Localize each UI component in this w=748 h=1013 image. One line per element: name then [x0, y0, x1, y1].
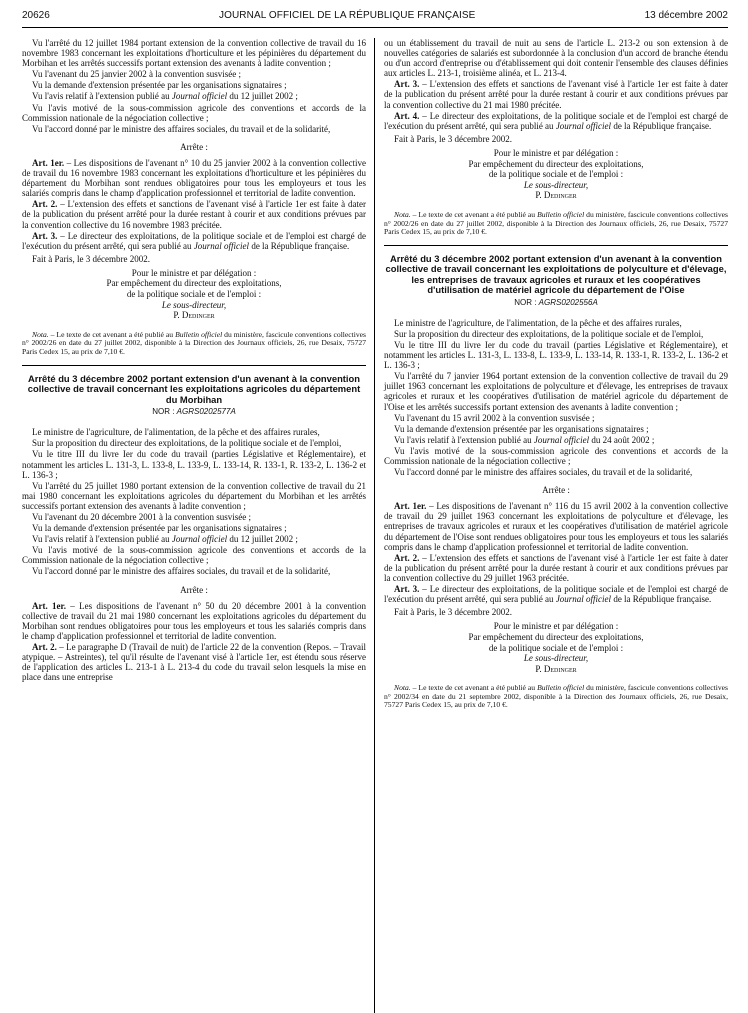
decree-heading: Arrêté du 3 décembre 2002 portant extension d'un avenant à la convention collective de travail concernant les exploitations agricoles du département du Morbihan — [22, 365, 366, 406]
text-run: Vu l'avis relatif à l'extension publié au — [32, 534, 172, 545]
visa-paragraph: Vu le titre III du livre Ier du code du travail (parties Législative et Réglementaire), et notamment les articles L. 131-3, L. 133-8, L. 133-9, L. 133-14, R. 133-1, R. 133-2, L. 136-2 et L. 136-3 ; — [22, 449, 366, 480]
signatory-name: P. Dedinger — [535, 663, 577, 674]
article-label: Art. 1er. — [32, 600, 66, 611]
visa-paragraph: Sur la proposition du directeur des exploitations, de la politique sociale et de l'emploi, — [394, 328, 704, 339]
nor-label: NOR : — [514, 297, 539, 307]
bulletin-ref: Bulletin officiel — [537, 209, 585, 219]
article-paragraph — [22, 158, 366, 198]
arrete-label: Arrête : — [180, 584, 208, 595]
visa-paragraph: Vu l'accord donné par le ministre des affaires sociales, du travail et de la solidarité, — [32, 566, 331, 577]
signature-line: Pour le ministre et par délégation : — [493, 147, 619, 158]
nota-paragraph — [384, 684, 728, 710]
journal-title: JOURNAL OFFICIEL DE LA RÉPUBLIQUE FRANÇAISE — [219, 10, 476, 21]
visa-paragraph: Vu l'avis motivé de la sous-commission agricole des conventions et accords de la Commission nationale de la négociation collective ; — [384, 445, 728, 466]
visa-paragraph — [384, 435, 728, 445]
visa-paragraph: Sur la proposition du directeur des exploitations, de la politique sociale et de l'emploi, — [32, 438, 342, 449]
issue-date: 13 décembre 2002 — [644, 10, 728, 21]
column-divider — [374, 38, 375, 1013]
signatory-role: Le sous-directeur, — [161, 299, 227, 310]
visa-paragraph: Vu la demande d'extension présentée par les organisations signataires ; — [394, 423, 649, 434]
article-paragraph — [384, 111, 728, 131]
bulletin-ref: Bulletin officiel — [175, 329, 223, 339]
text-run: du 24 août 2002 ; — [589, 434, 655, 445]
signature-line: Par empêchement du directeur des exploitations, — [468, 631, 644, 642]
visa-paragraph: Vu l'accord donné par le ministre des affaires sociales, du travail et de la solidarité, — [394, 467, 693, 478]
signature-block — [22, 268, 366, 321]
signature-line: Pour le ministre et par délégation : — [493, 621, 619, 632]
signatory-role: Le sous-directeur, — [523, 653, 589, 664]
left-column — [22, 38, 366, 718]
nota-paragraph — [384, 211, 728, 237]
signature-line: Par empêchement du directeur des exploitations, — [468, 158, 644, 169]
journal-ref: Journal officiel — [171, 91, 228, 102]
article-paragraph — [384, 79, 728, 109]
visa-paragraph — [22, 91, 366, 101]
nor-label: NOR : — [152, 407, 177, 417]
journal-ref: Journal officiel — [171, 534, 228, 545]
visa-paragraph: Vu l'avenant du 20 décembre 2001 à la convention susvisée ; — [32, 511, 252, 522]
article-label: Art. 4. — [394, 110, 420, 121]
article-text: – Les dispositions de l'avenant n° 50 du 20 décembre 2001 à la convention collective de travail du 21 mai 1980 concernant les exploitations agricoles du département du Morbihan sont rendues obligatoires pour tous les employeurs et tous les salariés compris dans le champ d'application professionnel et territorial de ladite convention. — [22, 600, 366, 641]
signatory-name: P. Dedinger — [535, 190, 577, 201]
article-text: de la République française. — [611, 120, 712, 131]
article-label: Art. 3. — [394, 584, 420, 595]
article-paragraph — [22, 642, 366, 682]
article-paragraph — [22, 231, 366, 251]
visa-paragraph: Vu l'avis motivé de la sous-commission agricole des conventions et accords de la Commission nationale de la négociation collective ; — [22, 102, 366, 123]
article-label: Art. 2. — [32, 199, 58, 210]
nota-text: – Le texte de cet avenant a été publié au — [410, 683, 538, 693]
nota-text: du ministère, fascicule conventions collectives n° 2002/34 en date du 21 septembre 2002, disponible à la Direction des Journaux officiels, 26, rue Desaix, 75727 Paris Cedex 15, au prix de 7,10 €. — [384, 683, 729, 710]
article-label: Art. 1er. — [32, 157, 65, 168]
columns — [22, 38, 728, 718]
nor-reference — [384, 298, 728, 308]
page-number: 20626 — [22, 10, 50, 21]
article-text: – Le directeur des exploitations, de la politique sociale et de l'emploi est chargé de l'exécution du présent arrêté, qui sera publié au — [384, 110, 728, 131]
article-text: – Les dispositions de l'avenant n° 10 du 25 janvier 2002 à la convention collective de travail du 16 novembre 1983 concernant les exploitations d'horticulture et les pépinières du département du Morbihan sont rendues obligatoires pour tous les employeurs et tous les salariés compris dans le champ d'application professionnel et territorial de ladite convention. — [22, 157, 366, 199]
bulletin-ref: Bulletin officiel — [537, 683, 585, 693]
text-run: Vu l'avis relatif à l'extension publié au — [32, 91, 172, 102]
article-text: – Les dispositions de l'avenant n° 116 du 15 avril 2002 à la convention collective de travail du 29 juillet 1963 concernant les exploitations de polyculture et d'élevage, les entreprises de travaux agricoles et ruraux et les coopératives d'utilisation de matériel agricole du département de l'Oise sont rendues obligatoires pour tous les employeurs et tous les salariés compris dans le champ d'application professionnel et territorial de ladite convention. — [384, 501, 728, 552]
visa-paragraph: Vu l'avenant du 25 janvier 2002 à la convention susvisée ; — [32, 69, 242, 80]
signature-block — [384, 148, 728, 201]
article-text: – L'extension des effets et sanctions de l'avenant visé à l'article 1er est faite à dater de la publication du présent arrêté pour la durée restant à courir et aux conditions prévues par la convention collective du 21 mai 1980 précitée. — [384, 79, 728, 110]
nota-paragraph — [22, 331, 366, 357]
text-run: Vu l'avis relatif à l'extension publié au — [394, 434, 534, 445]
nota-label: Nota. — [394, 683, 411, 693]
nota-label: Nota. — [32, 329, 49, 339]
signature-line: Pour le ministre et par délégation : — [131, 267, 257, 278]
place-date: Fait à Paris, le 3 décembre 2002. — [394, 133, 512, 144]
visa-paragraph: Vu l'arrêté du 25 juillet 1980 portant extension de la convention collective de travail du 21 mai 1980 concernant les exploitations agricoles du département du Morbihan et les arrêtés successifs portant extension des avenants à ladite convention ; — [22, 480, 366, 511]
article-label: Art. 1er. — [394, 501, 427, 512]
nota-label: Nota. — [394, 209, 411, 219]
journal-ref: Journal officiel — [193, 240, 250, 251]
signatory-name: P. Dedinger — [173, 310, 215, 321]
article-text: – L'extension des effets et sanctions de l'avenant visé à l'article 1er est faite à dater de la publication du présent arrêté pour la durée restant à courir et aux conditions prévues par la convention collective du 16 novembre 1983 précitée. — [22, 199, 366, 230]
signature-line: Par empêchement du directeur des exploitations, — [106, 278, 282, 289]
visa-paragraph — [22, 534, 366, 544]
visa-paragraph: Vu la demande d'extension présentée par les organisations signataires ; — [32, 80, 287, 91]
page-header — [22, 10, 728, 28]
arrete-label: Arrête : — [180, 141, 208, 152]
article-paragraph — [384, 553, 728, 583]
nota-text: – Le texte de cet avenant a été publié au — [48, 329, 176, 339]
signature-line: de la politique sociale et de l'emploi : — [126, 289, 262, 300]
article-text: – L'extension des effets et sanctions de l'avenant visé à l'article 1er est faite à dater de la publication du présent arrêté pour la durée restant à courir et aux conditions prévues par la convention collective du 29 juillet 1963 précitée. — [384, 552, 728, 583]
visa-paragraph: Vu l'avenant du 15 avril 2002 à la convention susvisée ; — [394, 412, 595, 423]
article-label: Art. 2. — [32, 642, 57, 652]
place-date: Fait à Paris, le 3 décembre 2002. — [394, 607, 512, 618]
article-text: – Le directeur des exploitations, de la politique sociale et de l'emploi est chargé de l'exécution du présent arrêté, qui sera publié au — [22, 230, 366, 251]
article-paragraph — [22, 199, 366, 229]
text-run: du 12 juillet 2002 ; — [227, 91, 298, 102]
nor-code: AGRS0202577A — [176, 407, 236, 417]
signature-line: de la politique sociale et de l'emploi : — [488, 169, 624, 180]
article-paragraph — [384, 584, 728, 604]
decree-heading: Arrêté du 3 décembre 2002 portant extension d'un avenant à la convention collective de travail concernant les exploitations de polyculture et d'élevage, les entreprises de travaux agricoles et ruraux et les coopératives d'utilisation de matériel agricole du département de l'Oise — [384, 245, 728, 296]
article-label: Art. 3. — [394, 79, 420, 90]
article-paragraph — [22, 601, 366, 641]
signature-block — [384, 621, 728, 674]
arrete-label: Arrête : — [542, 485, 570, 496]
visa-paragraph: Vu l'arrêté du 12 juillet 1984 portant extension de la convention collective de travail du 16 novembre 1983 concernant les exploitations d'horticulture et les pépinières du département du Morbihan et les arrêtés successifs portant extension des avenants à ladite convention ; — [22, 38, 366, 69]
visa-paragraph: Le ministre de l'agriculture, de l'alimentation, de la pêche et des affaires rurales, — [32, 427, 320, 438]
journal-ref: Journal officiel — [533, 434, 590, 445]
article-label: Art. 2. — [394, 552, 420, 563]
journal-ref: Journal officiel — [555, 120, 612, 131]
visa-paragraph: Vu l'accord donné par le ministre des affaires sociales, du travail et de la solidarité, — [32, 123, 331, 134]
nor-reference — [22, 407, 366, 417]
text-run: du 12 juillet 2002 ; — [227, 534, 298, 545]
article-paragraph — [384, 501, 728, 551]
visa-paragraph: Vu l'avis motivé de la sous-commission agricole des conventions et accords de la Commission nationale de la négociation collective ; — [22, 545, 366, 566]
article-text: – Le paragraphe D (Travail de nuit) de l'article 22 de la convention (Repos. – Travail atypique. – Astreintes), tel qu'il résulte de l'avenant visé à l'article 1er, est étendu sous réserve de l'application des articles L. 213-1 à L. 213-4 du code du travail selon lesquels la mise en place dans une entreprise — [22, 642, 366, 683]
journal-ref: Journal officiel — [555, 594, 612, 605]
signatory-role: Le sous-directeur, — [523, 179, 589, 190]
article-text: – Le directeur des exploitations, de la politique sociale et de l'emploi est chargé de l'exécution du présent arrêté, qui sera publié au — [384, 584, 728, 605]
signature-line: de la politique sociale et de l'emploi : — [488, 642, 624, 653]
continued-paragraph: ou un établissement du travail de nuit au sens de l'article L. 213-2 ou son extension à de nouvelles catégories de salariés est subordonnée à la conclusion d'un accord de branche étendu ou d'un accord d'entreprise ou d'établissement qui doit contenir l'ensemble des clauses définies aux articles L. 213-1, troisième alinéa, et L. 213-4. — [384, 38, 728, 79]
nota-text: – Le texte de cet avenant a été publié au — [410, 209, 538, 219]
visa-paragraph: Le ministre de l'agriculture, de l'alimentation, de la pêche et des affaires rurales, — [394, 317, 682, 328]
visa-paragraph: Vu la demande d'extension présentée par les organisations signataires ; — [32, 523, 287, 534]
visa-paragraph: Vu le titre III du livre Ier du code du travail (parties Législative et Réglementaire), et notamment les articles L. 131-3, L. 133-8, L. 133-9, L. 133-14, R. 133-1, R. 133-2, L. 136-2 et L. 136-3 ; — [384, 339, 728, 371]
nota-text: du ministère, fascicule conventions collectives n° 2002/26 en date du 27 juillet 2002, disponible à la Direction des Journaux officiels, 26, rue Desaix, 75727 Paris Cedex 15, au prix de 7,10 €. — [22, 329, 367, 357]
article-label: Art. 3. — [32, 230, 58, 241]
nor-code: AGRS0202556A — [538, 297, 598, 307]
article-text: de la République française. — [249, 240, 350, 251]
article-text: de la République française. — [611, 594, 712, 605]
place-date: Fait à Paris, le 3 décembre 2002. — [32, 253, 150, 264]
visa-paragraph: Vu l'arrêté du 7 janvier 1964 portant extension de la convention collective de travail du 29 juillet 1963 concernant les exploitations de polyculture et d'élevage, les entreprises de travaux agricoles et ruraux et les coopératives d'utilisation de matériel agricole du département de l'Oise et les arrêtés successifs portant extension des avenants à ladite convention ; — [384, 371, 728, 412]
nota-text: du ministère, fascicule conventions collectives n° 2002/26 en date du 27 juillet 2002, disponible à la Direction des Journaux officiels, 26, rue Desaix, 75727 Paris Cedex 15, au prix de 7,10 €. — [384, 209, 729, 237]
right-column — [384, 38, 728, 718]
